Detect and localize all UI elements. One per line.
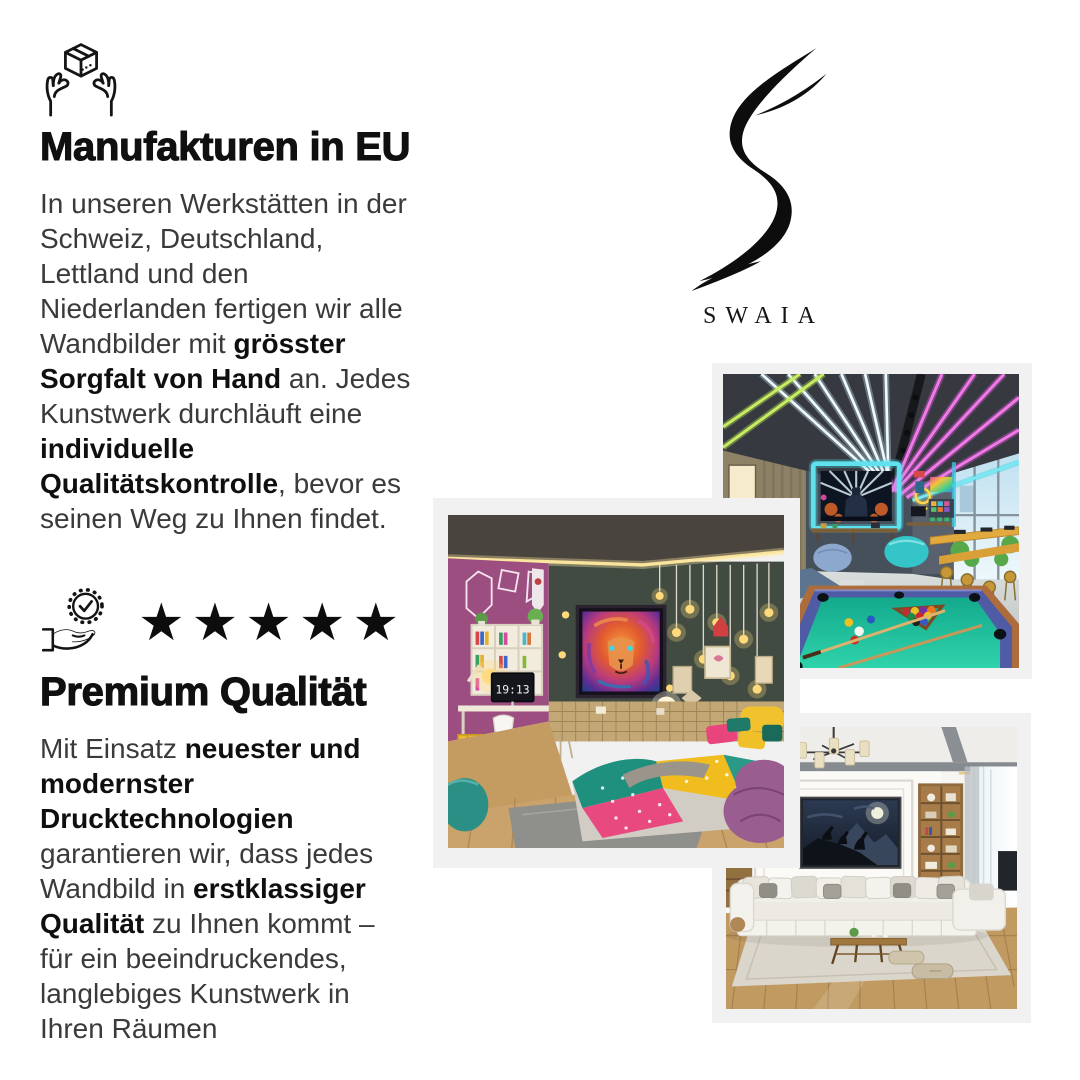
- eu-heading: Manufakturen in EU: [40, 125, 411, 169]
- brand-logo: [688, 46, 830, 330]
- eu-paragraph: In unseren Werkstätten in der Schweiz, Deutschland, Lettland und den Niederlanden fertigen wir alle Wandbilder mit grösster Sorgfalt von Hand an. Jedes Kunstwerk durchläuft eine individuelle Qualitätskontrolle, bevor es seinen Weg zu Ihnen findet.: [40, 188, 411, 534]
- rating-row: [40, 583, 460, 663]
- monitor-clock: 19:13: [495, 682, 530, 697]
- hand-quality-badge-icon: [40, 584, 120, 662]
- screen-artwork: [813, 464, 899, 529]
- wolf-artwork: [800, 798, 900, 869]
- sectional-sofa: [730, 876, 1005, 936]
- pool-table: [770, 586, 1019, 668]
- hands-holding-box-icon: [40, 40, 122, 118]
- eu-manufacturing-section: [40, 40, 480, 536]
- premium-paragraph: Mit Einsatz neuester und modernster Drucktechnologien garantieren wir, dass jedes Wandbild in erstklassiger Qualität zu Ihnen kommt – für ein beeindruckendes, langlebiges Kunstwerk in Ihren Räumen: [40, 733, 375, 1044]
- photo-card-bedroom: [433, 498, 800, 868]
- brand-name: SWAIA: [703, 303, 824, 329]
- premium-heading: Premium Qualität: [40, 670, 367, 714]
- swaia-s-icon: [688, 46, 830, 294]
- premium-quality-section: [40, 583, 460, 1046]
- colorful-bedroom-photo: [448, 515, 784, 848]
- lion-artwork: [577, 607, 664, 697]
- five-star-rating: ★★★★★: [138, 593, 407, 653]
